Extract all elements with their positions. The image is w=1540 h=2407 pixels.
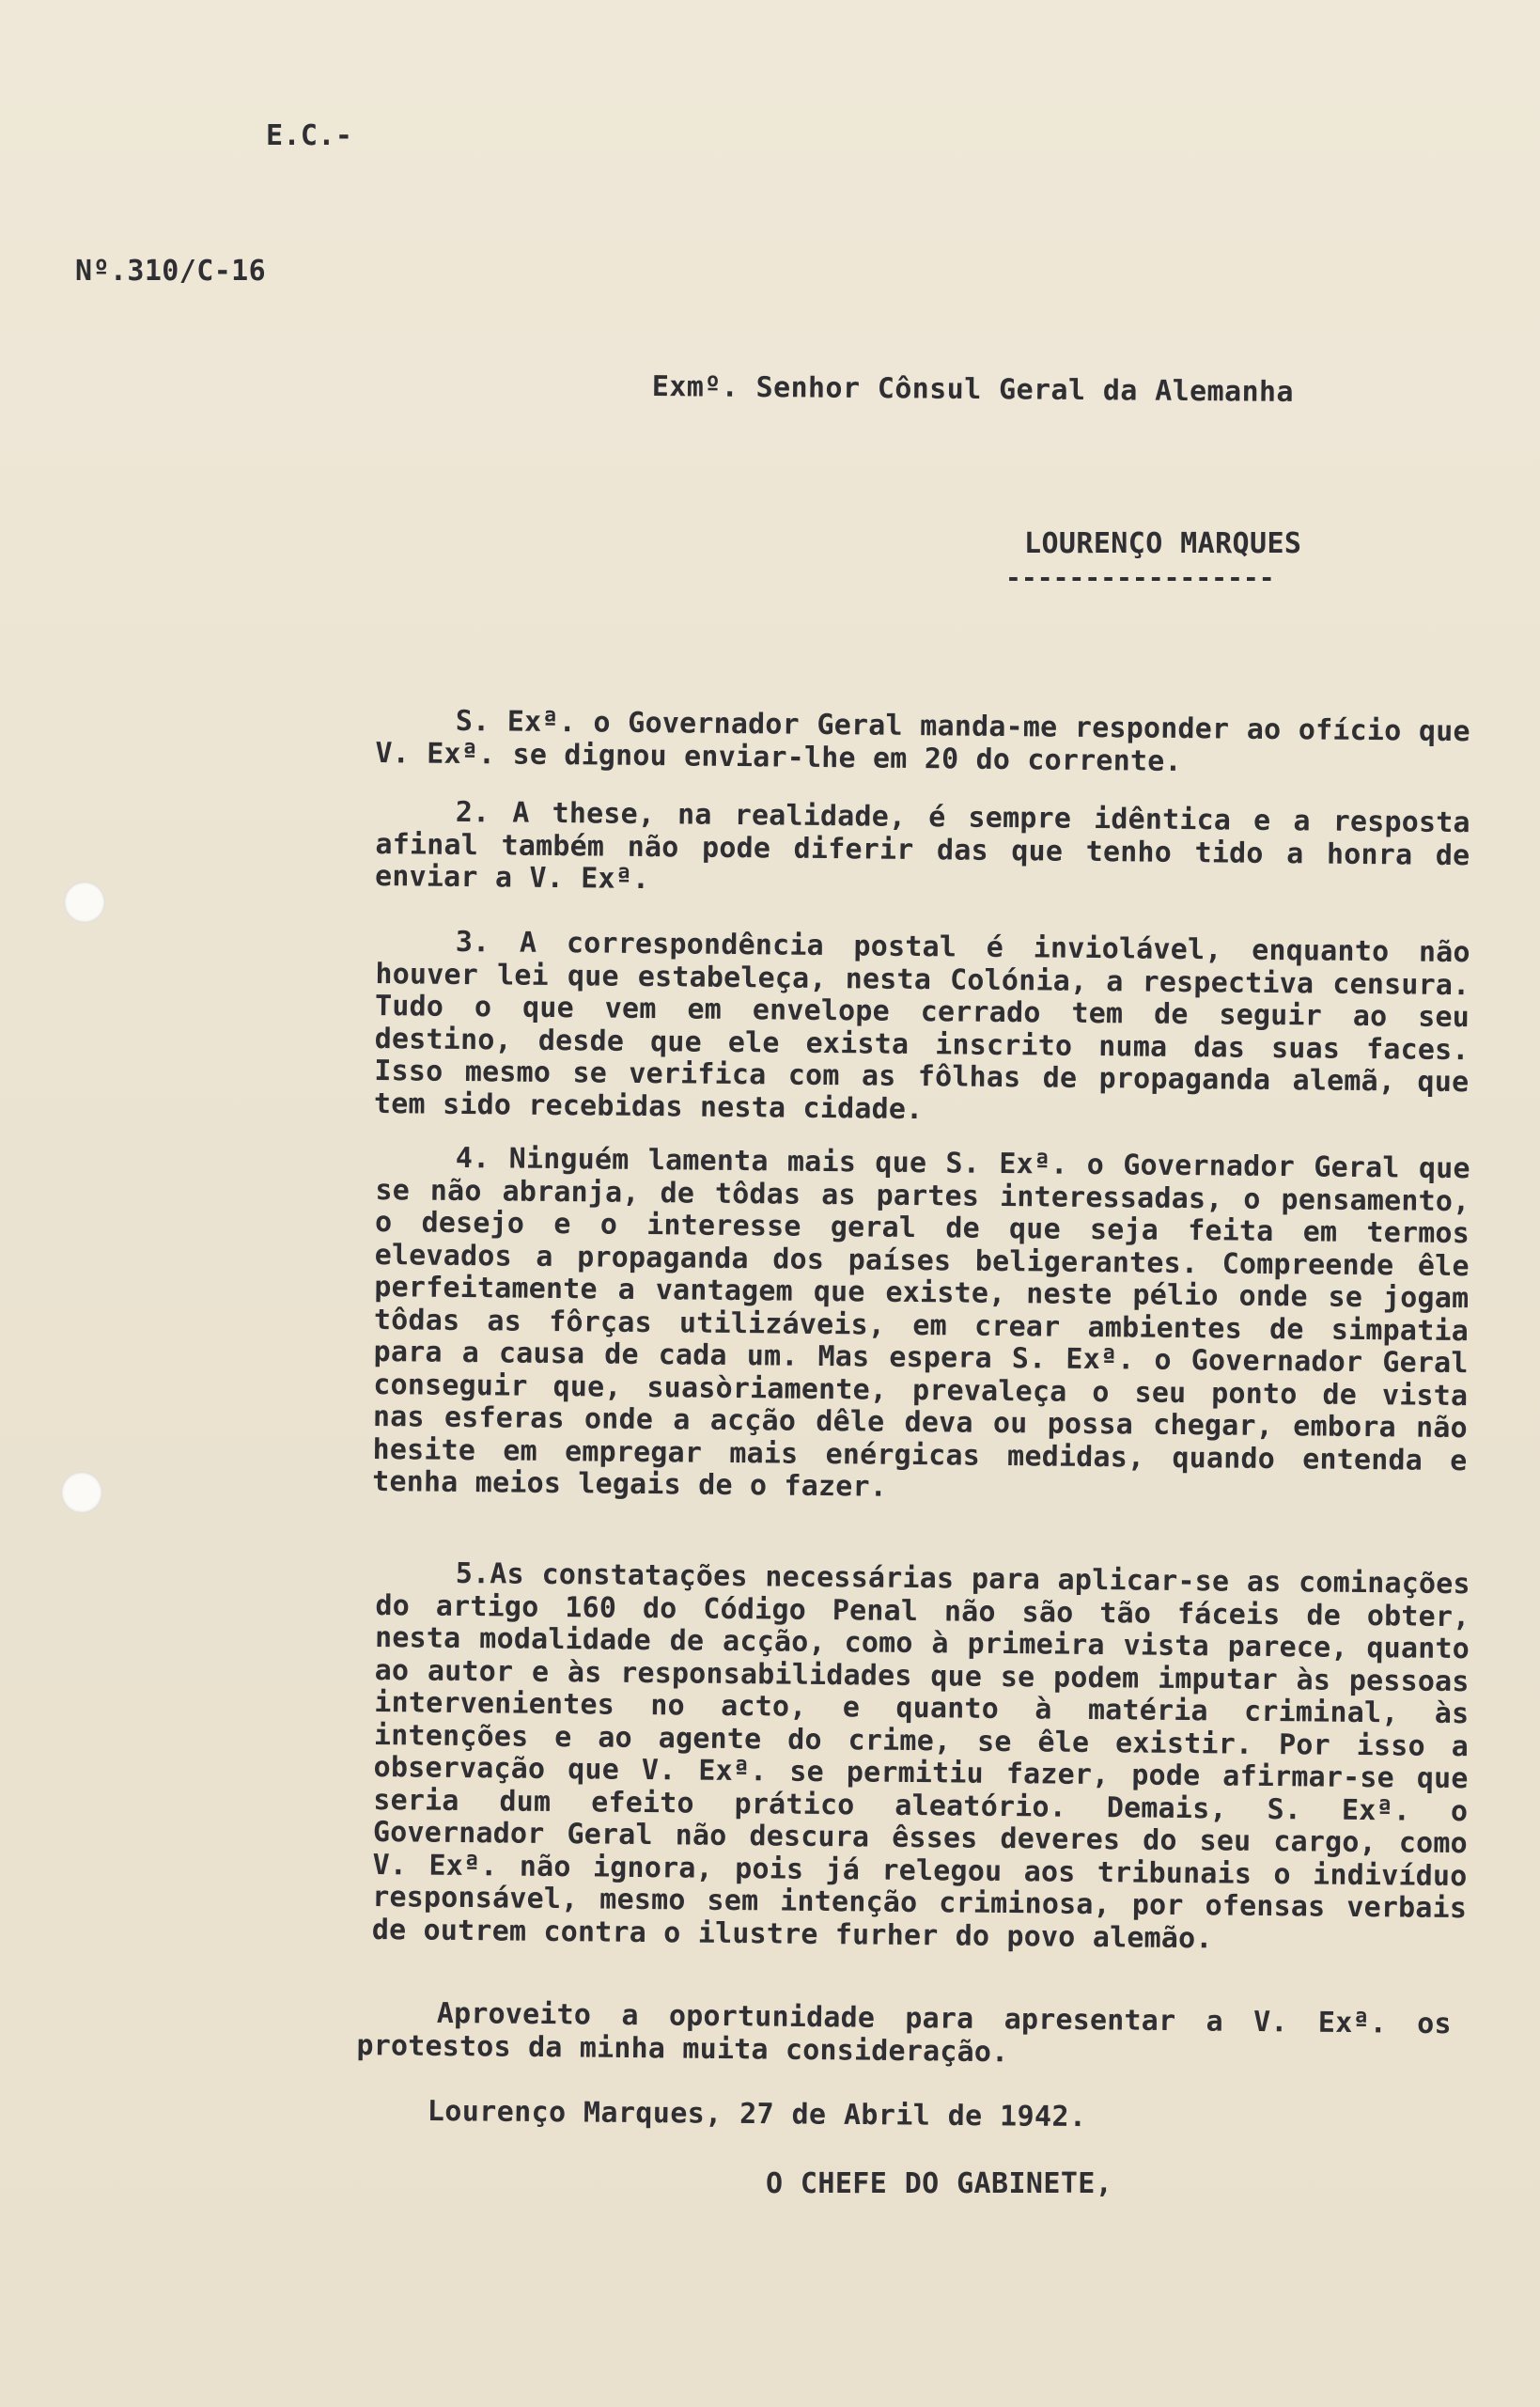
city-underline: -----------------	[1005, 562, 1275, 593]
recipient-line: Exmº. Senhor Cônsul Geral da Alemanha	[651, 370, 1295, 409]
paragraph-4: 4. Ninguém lamenta mais que S. Exª. o Governador Geral que se não abranja, de tôdas as partes interessadas, o pensamento, o desejo e o interesse geral de que seja feita em termos elevados a propaganda dos países beligerantes. Compreende êle perfeitamente a vantagem que existe, neste pélio onde se jogam tôdas as fôrças utilizáveis, em crear ambientes de simpatia para a causa de cada um. Mas espera S. Exª. o Governador Geral conseguir que, suasòriamente, prevaleça o seu ponto de vista nas esferas onde a acção dêle deva ou possa chegar, embora não hesite em empregar mais enérgicas medidas, quando entenda e tenha meios legais de o fazer.	[372, 1141, 1470, 1504]
recipient-city: LOURENÇO MARQUES	[1024, 527, 1302, 560]
paragraph-2: 2. A these, na realidade, é sempre idêntica e a resposta afinal também não pode diferir das que tenho tido a honra de enviar a V. Exª.	[374, 795, 1470, 897]
punch-hole-bottom	[61, 1472, 102, 1513]
punch-hole-top	[64, 882, 105, 923]
date-line: Lourenço Marques, 27 de Abril de 1942.	[427, 2095, 1087, 2134]
document-number: Nº.310/C-16	[75, 255, 267, 288]
signature-title: O CHEFE DO GABINETE,	[766, 2167, 1113, 2200]
closing-paragraph: Aproveito a oportunidade para apresentar a V. Exª. os protestos da minha muita consideração.	[356, 1996, 1452, 2069]
reference-code: E.C.-	[266, 119, 353, 152]
paragraph-3: 3. A correspondência postal é inviolável, enquanto não houver lei que estabeleça, nesta Colónia, a respectiva censura. Tudo o que vem em envelope cerrado tem de seguir ao seu destino, desde que ele exista inscrito numa das suas faces. Isso mesmo se verifica com as fôlhas de propaganda alemã, que tem sido recebidas nesta cidade.	[373, 925, 1470, 1126]
paragraph-5: 5.As constatações necessárias para aplicar-se as cominações do artigo 160 do Código Penal não são tão fáceis de obter, nesta modalidade de acção, como à primeira vista parece, quanto ao autor e às responsabilidades que se podem imputar às pessoas intervenientes no acto, e quanto à matéria criminal, às intenções e ao agente do crime, se êle existir. Por isso a observação que V. Exª. se permitiu fazer, pode afirmar-se que seria dum efeito prático aleatório. Demais, S. Exª. o Governador Geral não descura êsses deveres do seu cargo, como V. Exª. não ignora, pois já relegou aos tribunais o indivíduo responsável, mesmo sem intenção criminosa, por ofensas verbais de outrem contra o ilustre furher do povo alemão.	[371, 1556, 1470, 1955]
paragraph-1: S. Exª. o Governador Geral manda-me responder ao ofício que V. Exª. se dignou enviar-lhe em 20 do corrente.	[375, 704, 1470, 778]
